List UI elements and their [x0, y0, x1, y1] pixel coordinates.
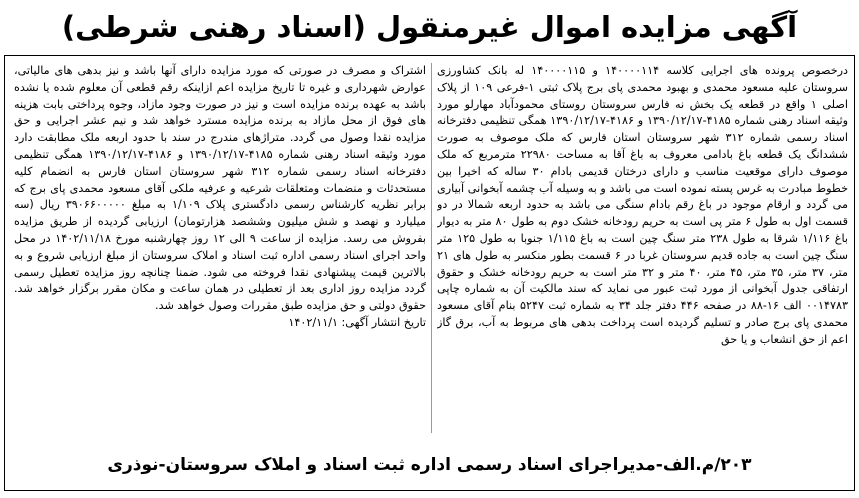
notice-left-text: اشتراک و مصرف در صورتی که مورد مزایده دارای آنها باشد و نیز بدهی های مالیاتی، عوارض شهرداری و غیره تا تاریخ مزایده اعم ازاینکه رقم قطعی آن معلوم شده یا نشده باشد به عهده برنده مزایده است و نیز در صورت وجود مازاد، وجوه پرداختی بابت هزینه های فوق از محل مازاد به برنده مزایده مسترد خواهد شد و نیم عشر اجرایی و حق مزایده نقدا وصول می گردد. متراژهای مندرج در سند با حدود اربعه ملک مطابقت دارد مورد وثیقه اسناد رهنی شماره ۴۱۸۵-۱۳۹۰/۱۲/۱۷ و ۴۱۸۶-۱۳۹۰/۱۲/۱۷ همگی تنظیمی دفترخانه اسناد رسمی شماره ۳۱۲ شهر سروستان استان فارس به انضمام کلیه مستحدثات و منضمات ومتعلقات شرعیه و عرفیه ملکی آقای مسعود محمدی پای برج که برابر نظریه کارشناس رسمی دادگستری پلاک ۱/۱۰۹ به مبلغ ۳۹۰۶۶۰۰۰۰۰ ریال (سه میلیارد و نهصد و شش میلیون وششصد هزارتومان) ارزیابی گردیده از طریق مزایده بفروش می رسد. مزایده از ساعت ۹ الی ۱۲ روز چهارشنبه مورخ ۱۴۰۲/۱۱/۱۸ در محل واحد اجرای اسناد رسمی اداره ثبت اسناد و املاک سروستان از مبلغ ارزیابی شروع و به بالاترین قیمت پیشنهادی نقدا فروخته می شود. ضمنا چنانچه روز مزایده تعطیل رسمی گردد مزایده روز اداری بعد از تعطیلی در همان ساعت و مکان مقرر برگزار خواهد شد. حقوق دولتی و حق مزایده طبق مقررات وصول خواهد شد.	[14, 64, 426, 313]
publish-date: تاریخ انتشار آگهی: ۱۴۰۲/۱۱/۱	[288, 315, 426, 329]
column-divider	[431, 63, 432, 433]
notice-right-text: درخصوص پرونده های اجرایی کلاسه ۱۴۰۰۰۰۱۱۴ و ۱۴۰۰۰۰۱۱۵ له بانک کشاورزی سروستان علیه مسعود محمدی و بهبود محمدی پای برج پلاک ثبتی ۱-فرعی ۱۰۹ از پلاک اصلی ۱ واقع در قطعه یک بخش نه فارس سروستان روستای محمودآباد مهارلو مورد وثیقه اسناد رهنی شماره ۴۱۸۵-۱۳۹۰/۱۲/۱۷ و ۴۱۸۶-۱۳۹۰/۱۲/۱۷ همگی تنظیمی دفترخانه اسناد رسمی شماره ۳۱۲ شهر سروستان استان فارس که ملک موصوف به صورت ششدانگ یک قطعه باغ بادامی معروف به باغ آقا به مساحت ۲۲۹۸۰ مترمربع که ملک موصوف دارای موقعیت مناسب و دارای درختان قدیمی بادام ۳۰ ساله که اخیرا بین خطوط مبادرت به غرس پسته نموده است می باشد و به وسیله آب چشمه آبخوانی آبیاری می گردد و ارقام موجود در باغ رقم بادام سنگی می باشد به حدود اربعه شمالا در دو قسمت اول به طول ۶ متر پی است به حریم رودخانه خشک دوم به طول ۸۰ متر به دیوار باغ ۱/۱۱۶ شرقا به طول ۲۳۸ متر سنگ چین است به باغ ۱/۱۱۵ جنوبا به طول ۱۲۵ متر سنگ چین است به جاده قدیم سروستان غربا در ۶ قسمت بطور منکسر به طول های ۲۱ متر، ۳۷ متر، ۳۵ متر، ۴۵ متر، ۴۰ متر و ۳۲ متر است به حریم رودخانه خشک و حقوق ارتفاقی جدول آبخوانی از مورد ثبت عبور می نماید که سند مالکیت آن به شماره چاپی ۰۰۱۴۷۸۳ الف ۱۶-۸۸ در صفحه ۴۴۶ دفتر جلد ۳۴ به شماره ثبت ۵۲۴۷ بنام آقای مسعود محمدی پای برج صادر و تسلیم گردیده است پرداخت بدهی های مربوط به آب، برق گاز اعم از حق انشعاب و یا حق	[437, 64, 848, 346]
notice-footer: ۲۰۳/م.الف-مدیراجرای اسناد رسمی اداره ثبت اسناد و املاک سروستان-نوذری	[107, 455, 752, 475]
notice-left-column	[14, 63, 426, 435]
notice-right-column	[437, 63, 848, 435]
notice-title: آگهی مزایده اموال غیرمنقول (اسناد رهنی شرطی)	[61, 10, 798, 44]
